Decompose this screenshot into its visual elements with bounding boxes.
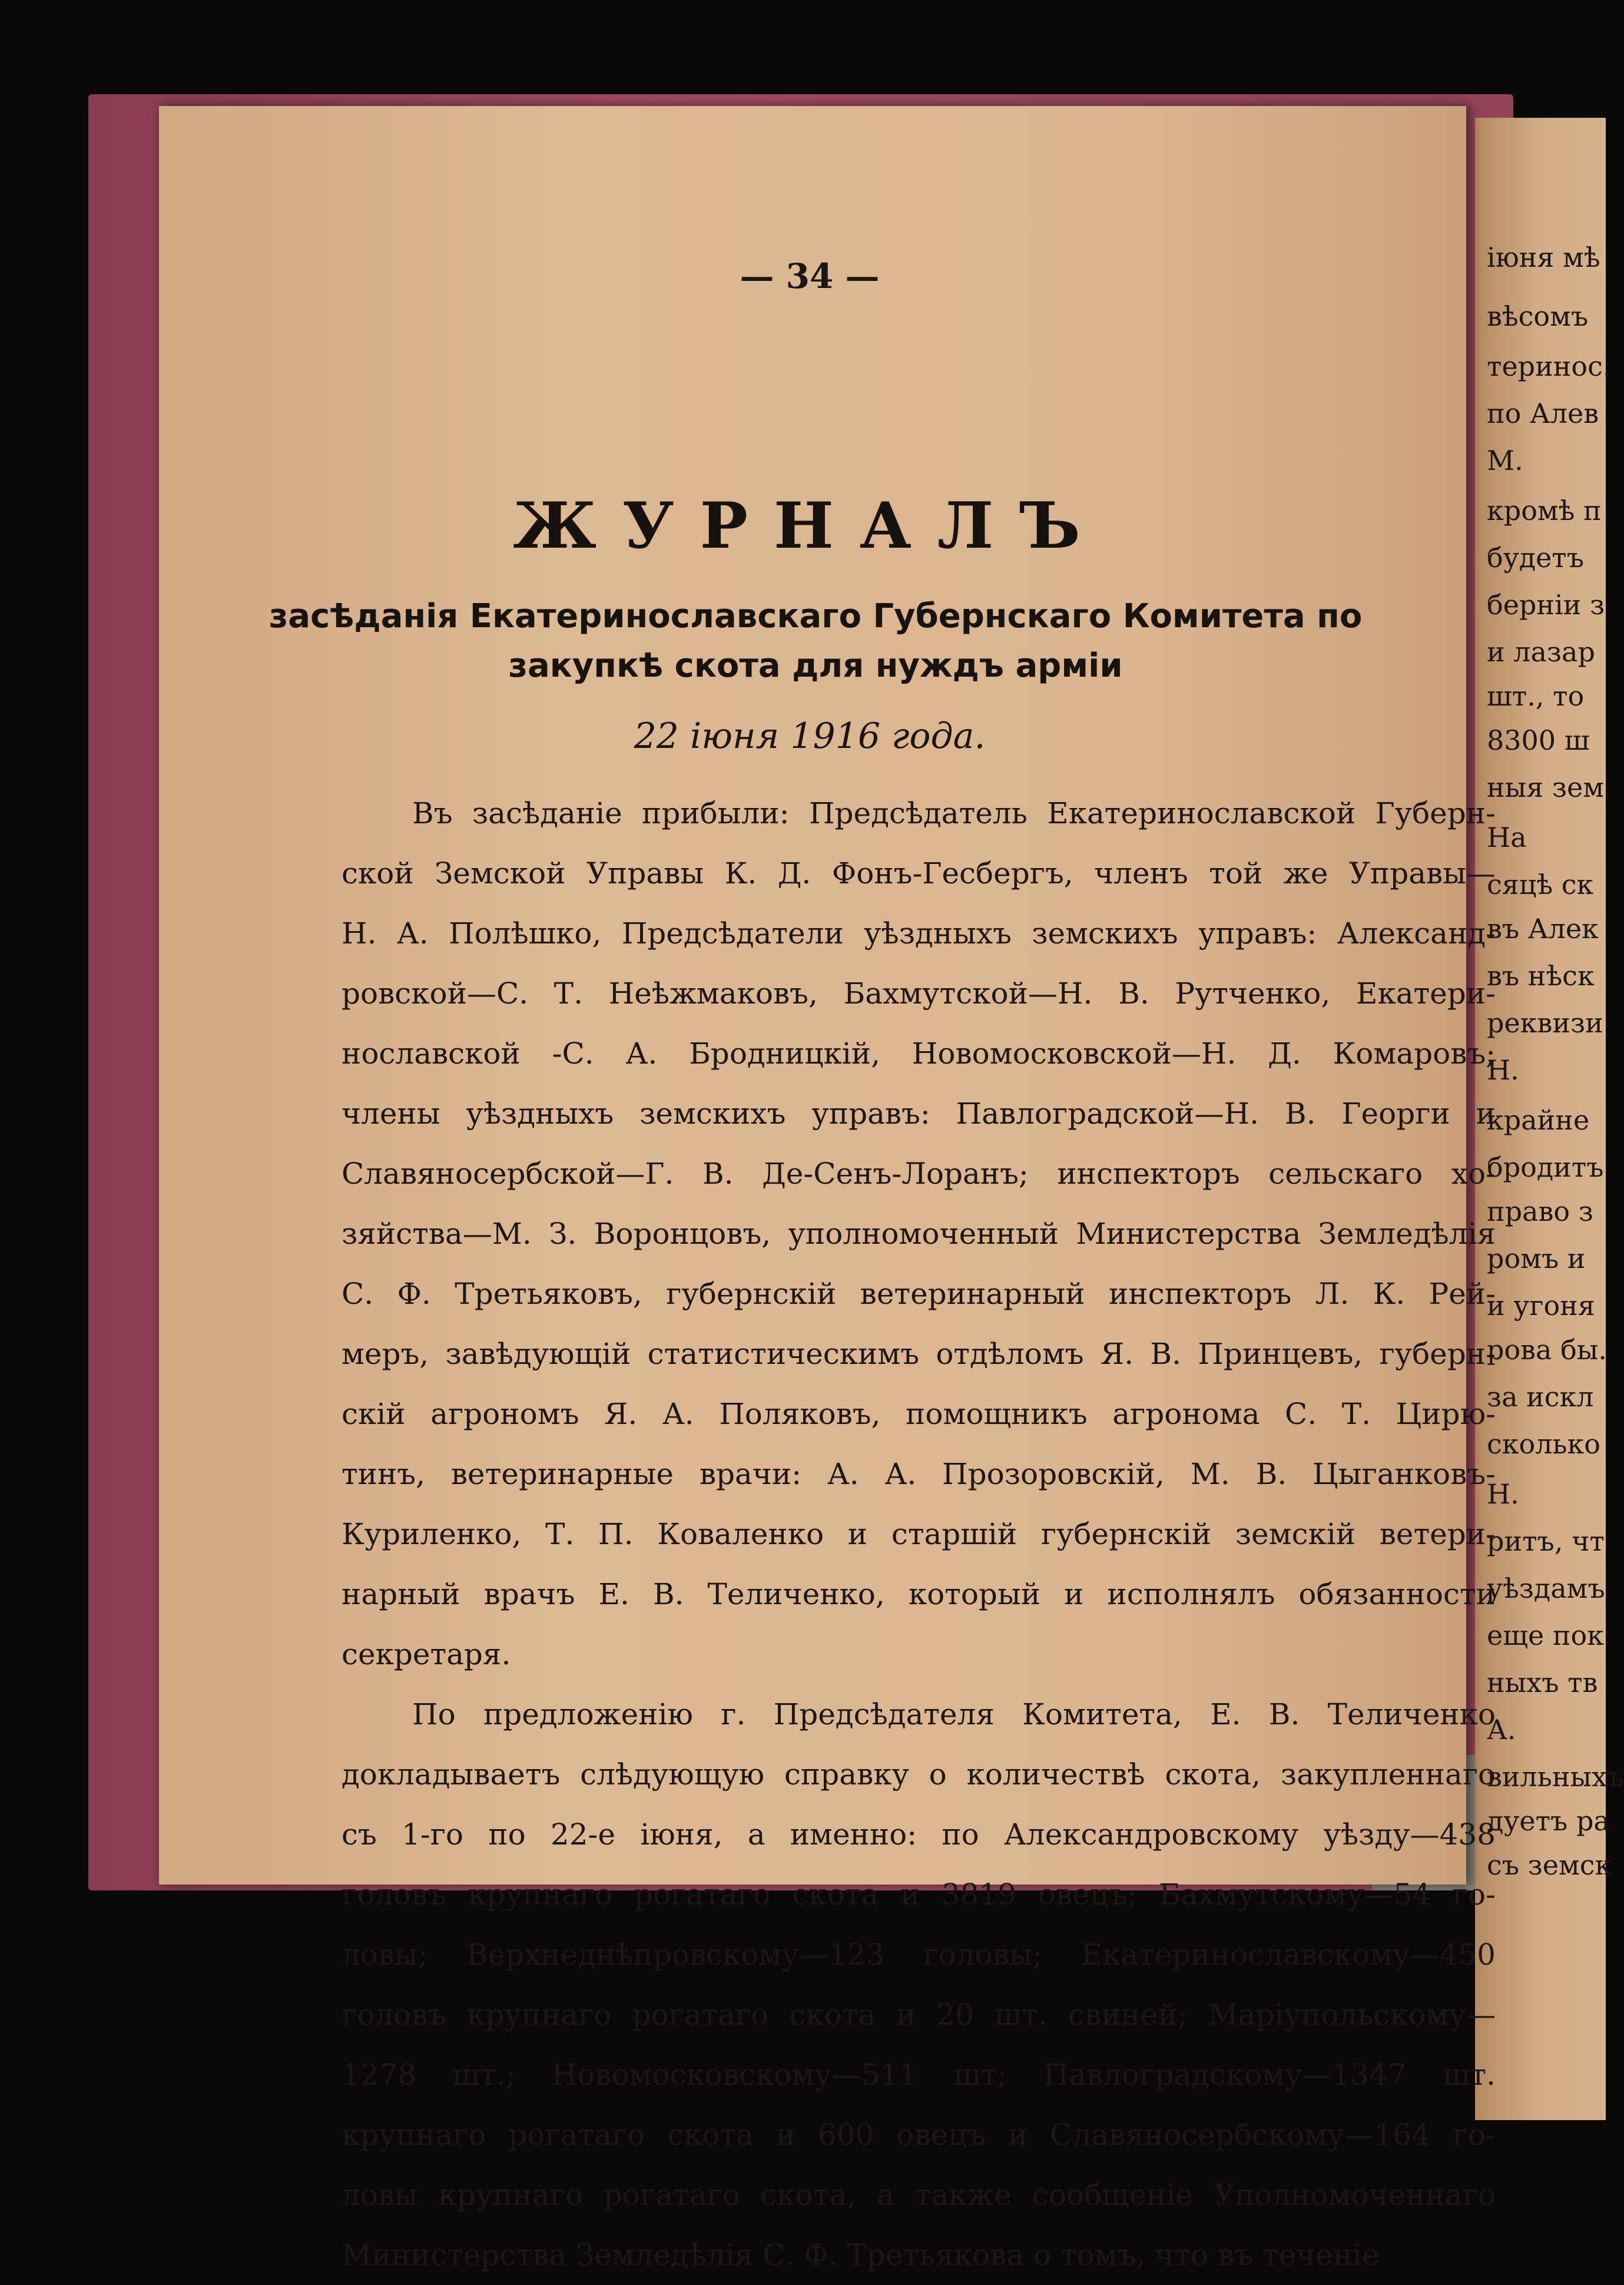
facing-page-line: кромѣ п <box>1487 495 1602 526</box>
body-line: докладываетъ слѣдующую справку о количествѣ скота, закупленнаго <box>342 1757 1496 1791</box>
facing-page-line: крайне <box>1487 1104 1590 1136</box>
body-line: нославской -С. А. Бродницкій, Новомосковской—Н. Д. Комаровъ; <box>342 1036 1496 1071</box>
body-line: ской Земской Управы К. Д. Фонъ-Гесбергъ, членъ той же Управы— <box>342 856 1496 890</box>
facing-page-line: Н. <box>1487 1478 1519 1510</box>
facing-page-line: шт., то <box>1487 680 1585 712</box>
facing-page-line: іюня мѣ <box>1487 241 1600 273</box>
facing-page-line: съ земск <box>1487 1849 1612 1881</box>
book-page <box>159 106 1496 2272</box>
facing-page-line: теринос. <box>1487 350 1612 382</box>
body-line: Славяносербской—Г. В. Де-Сенъ-Лоранъ; инспекторъ сельскаго хо- <box>342 1157 1496 1191</box>
facing-page-line: ныя зем <box>1487 771 1605 803</box>
body-line: крупнаго рогатаго скота и 600 овецъ и Славяносербскому—164 го- <box>342 2118 1496 2152</box>
body-line: скій агрономъ Я. А. Поляковъ, помощникъ агронома С. Т. Цирю- <box>342 1397 1496 1431</box>
facing-page-line: вѣсомъ <box>1487 300 1589 332</box>
facing-page-line: ритъ, чт <box>1487 1525 1605 1557</box>
facing-page-line: и лазар <box>1487 636 1595 668</box>
facing-page-line: Н. <box>1487 1054 1519 1086</box>
facing-page-line: рова бы. <box>1487 1334 1608 1366</box>
body-line: ровской—С. Т. Неѣжмаковъ, Бахмутской—Н. В. Рутченко, Екатери- <box>342 976 1496 1011</box>
body-text <box>342 783 1496 2285</box>
body-line: 1278 шт.; Новомосковскому—511 шт; Павлоградскому—1347 шт. <box>342 2058 1496 2092</box>
body-line: Н. А. Полѣшко, Предсѣдатели уѣздныхъ земскихъ управъ: Александ- <box>342 916 1496 951</box>
facing-page-line: будетъ <box>1487 542 1585 574</box>
facing-page-line: реквизи <box>1487 1007 1603 1039</box>
body-line: ловы; Верхнеднѣпровскому—123 головы; Екатеринославскому—450 <box>342 1938 1496 1972</box>
body-line: С. Ф. Третьяковъ, губернскій ветеринарный инспекторъ Л. К. Рей- <box>342 1277 1496 1311</box>
facing-page-line: дуетъ ра <box>1487 1805 1610 1837</box>
facing-page-line: А. <box>1487 1714 1516 1746</box>
document-date: 22 іюня 1916 года. <box>634 716 986 757</box>
body-line: члены уѣздныхъ земскихъ управъ: Павлоградской—Н. В. Георги и <box>342 1097 1496 1131</box>
subtitle-line-1: засѣданія Екатеринославскаго Губернскаго Комитета по <box>269 597 1363 635</box>
body-line: нарный врачъ Е. В. Теличенко, который и исполнялъ обязанности <box>342 1577 1496 1611</box>
document-subtitle <box>159 592 1472 691</box>
body-line: Министерства Земледѣлія С. Ф. Третьякова о томъ, что въ теченіе <box>342 2238 1380 2272</box>
facing-page-line: сяцѣ ск <box>1487 869 1594 900</box>
facing-page-line: На <box>1487 822 1527 853</box>
facing-page-line: и угоня <box>1487 1290 1595 1322</box>
facing-page-line: въ Алек <box>1487 913 1599 945</box>
facing-page-line: вильныхъ <box>1487 1761 1624 1793</box>
facing-page-line: ныхъ тв <box>1487 1667 1598 1698</box>
facing-page-line: 8300 ш <box>1487 724 1590 756</box>
facing-page-line: по Алев <box>1487 398 1599 429</box>
body-line: секретаря. <box>342 1637 511 1671</box>
facing-page-line: сколько <box>1487 1428 1600 1460</box>
facing-page-line: за искл <box>1487 1381 1594 1413</box>
facing-page-line: право з <box>1487 1196 1593 1227</box>
facing-page-line: берніи з <box>1487 589 1605 621</box>
page-number: — 34 — <box>740 256 880 296</box>
body-line: зяйства—М. З. Воронцовъ, уполномоченный Министерства Земледѣлія <box>342 1217 1496 1251</box>
body-line: Куриленко, Т. П. Коваленко и старшій губернскій земскій ветери- <box>342 1517 1496 1551</box>
facing-page-line: въ нѣск <box>1487 960 1595 992</box>
body-line: ловы крупнаго рогатаго скота, а также сообщеніе Уполномоченнаго <box>342 2178 1496 2212</box>
body-line: Въ засѣданіе прибыли: Предсѣдатель Екатеринославской Губерн- <box>412 796 1496 830</box>
body-line: тинъ, ветеринарные врачи: А. А. Прозоровскій, М. В. Цыганковъ- <box>342 1457 1496 1491</box>
facing-page-line: уѣздамъ <box>1487 1572 1605 1604</box>
body-line: головъ крупнаго рогатаго скота и 20 шт. свиней; Маріупольскому— <box>342 1998 1496 2032</box>
body-line: съ 1-го по 22-е іюня, а именно: по Александровскому уѣзду—438 <box>342 1817 1496 1852</box>
facing-page-line: ромъ и <box>1487 1243 1586 1274</box>
facing-page-line: М. <box>1487 445 1523 476</box>
body-line: головъ крупнаго рогатаго скота и 3819 овецъ; Бахмутскому—54 го- <box>342 1877 1496 1912</box>
facing-page-line: еще пок <box>1487 1620 1604 1651</box>
facing-page-line: бродитъ <box>1487 1151 1604 1183</box>
document-title: ЖУРНАЛЪ <box>513 489 1106 563</box>
body-line: меръ, завѣдующій статистическимъ отдѣломъ Я. В. Принцевъ, губерн- <box>342 1337 1496 1371</box>
subtitle-line-2: закупкѣ скота для нуждъ арміи <box>508 647 1123 685</box>
body-line: По предложенію г. Предсѣдателя Комитета, Е. В. Теличенко <box>412 1697 1496 1731</box>
